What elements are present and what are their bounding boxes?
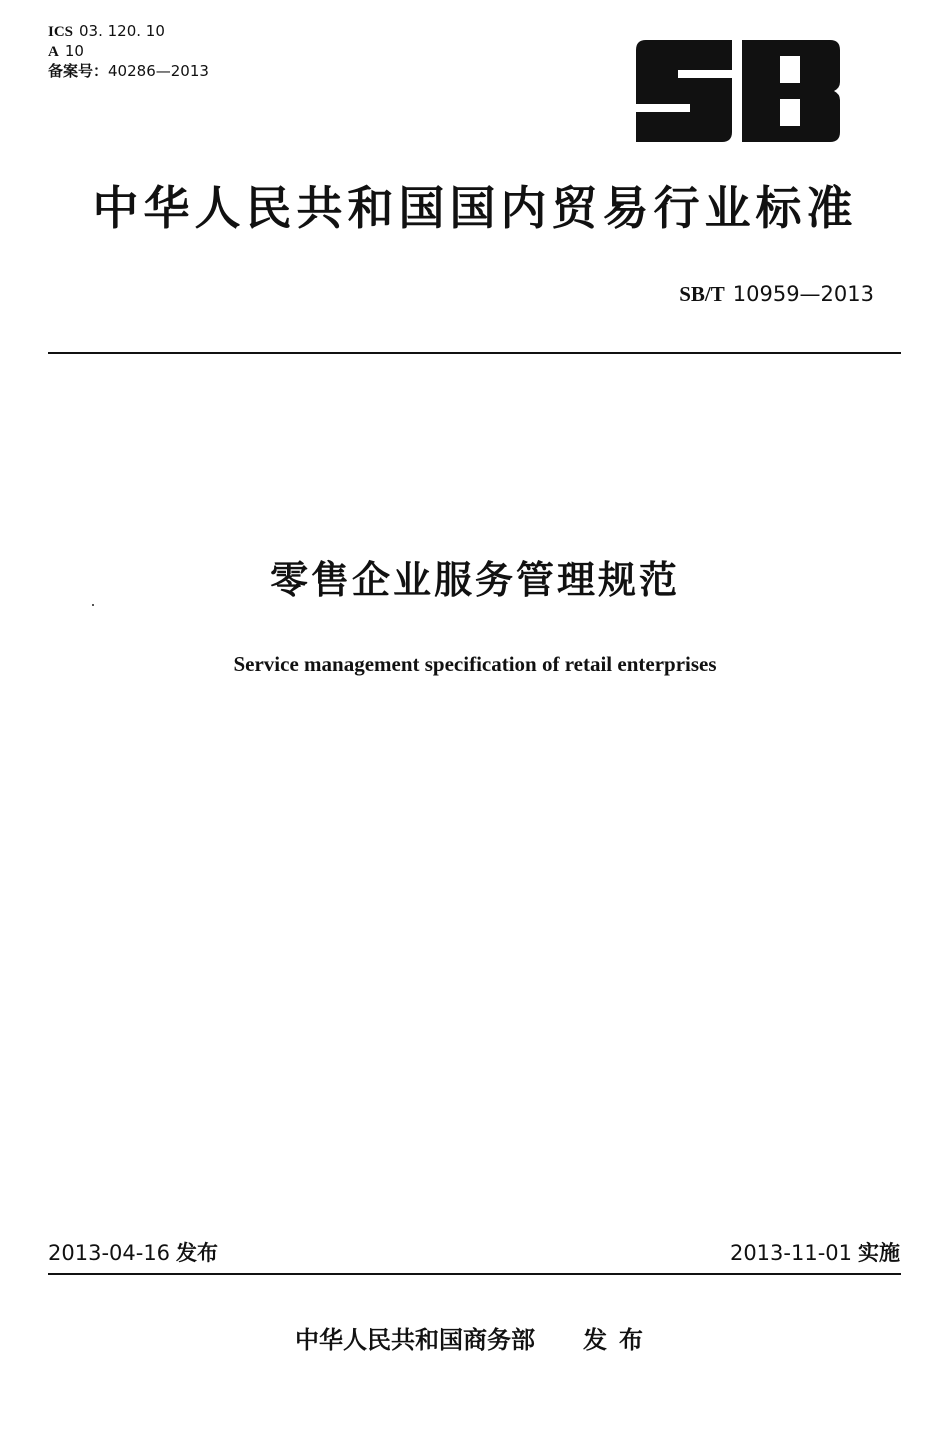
ics-line <box>48 22 209 42</box>
publisher-line <box>0 1323 950 1357</box>
sb-logo-letter-s <box>636 40 732 142</box>
ics-code: 03. 120. 10 <box>79 22 165 40</box>
document-title-en: Service management specification of retail enterprises <box>233 652 717 676</box>
classification-block <box>48 22 209 81</box>
standard-code: 10959—2013 <box>732 282 874 306</box>
ccs-line <box>48 42 209 62</box>
industry-standard-title: 中华人民共和国国内贸易行业标准 <box>92 181 858 235</box>
header-divider <box>48 352 901 354</box>
ccs-label: A <box>48 44 59 60</box>
footer-divider <box>48 1273 901 1275</box>
publish-date-line <box>48 1240 218 1266</box>
record-number: 40286—2013 <box>108 62 209 80</box>
sb-logo <box>636 40 842 142</box>
document-title-cn: 零售企业服务管理规范 <box>269 558 680 602</box>
publisher-name: 中华人民共和国商务部 <box>295 1326 535 1354</box>
ics-label: ICS <box>48 24 74 40</box>
standard-prefix: SB/T <box>679 282 725 306</box>
publish-label: 发布 <box>176 1241 219 1265</box>
standard-number <box>679 282 874 306</box>
implement-date: 2013-11-01 <box>729 1241 852 1265</box>
publish-date: 2013-04-16 <box>48 1241 171 1265</box>
publisher-action: 发布 <box>583 1326 655 1354</box>
sb-logo-letter-b <box>742 40 840 142</box>
record-label: 备案号： <box>48 62 109 80</box>
implement-label: 实施 <box>858 1241 900 1265</box>
implement-date-line <box>730 1240 900 1266</box>
ccs-code: 10 <box>64 42 84 60</box>
record-line <box>48 62 209 81</box>
